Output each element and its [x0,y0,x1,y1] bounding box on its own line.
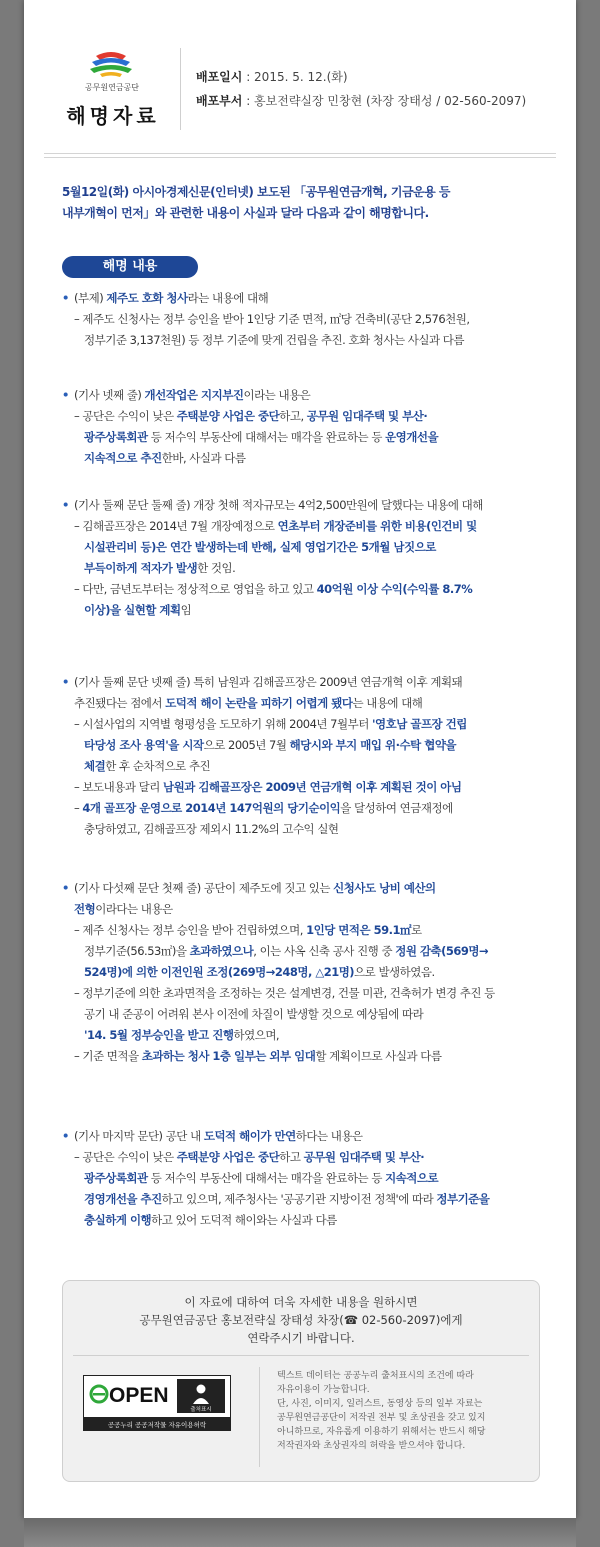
body-text: – 김해골프장은 2014년 7월 개장예정으로 [74,519,278,533]
page-bottom-strip [24,1518,576,1547]
body-text: 충당하였고, 김해골프장 제외시 11.2%의 고수익 실현 [84,822,339,836]
response-line [62,579,483,600]
open-type-text: 출처표시 [190,1407,212,1413]
body-text: (기사 둘째 문단 넷째 줄) 특히 남원과 김해골프장은 2009년 연금개혁 이후 계획돼 [74,675,463,689]
body-text: 으로 2005년 7월 [203,738,290,752]
body-text: (기사 다섯째 문단 첫째 줄) 공단이 제주도에 짓고 있는 [74,881,334,895]
response-line [62,558,483,579]
highlight-text: 지속적으로 추진 [84,451,162,465]
release-date-value: : 2015. 5. 12.(화) [242,70,348,84]
body-text: (기사 둘째 문단 둘째 줄) 개장 첫해 적자규모는 4억2,500만원에 달했다는 내용에 대해 [74,498,483,512]
highlight-text: 경영개선을 추진 [84,1192,162,1206]
doc-type-title: 해명자료 [66,104,160,128]
org-name: 공무원연금공단 [84,83,140,92]
body-text: – 제주도 신청사는 정부 승인을 받아 1인당 기준 면적, ㎡당 건축비(공단 2,576천원, [74,312,470,326]
header-rule-bottom [44,157,556,158]
highlight-text: 정부기준을 [436,1192,490,1206]
response-line [62,941,495,962]
body-text: 임 [180,603,192,617]
license-line: 저작권자와 초상권자의 허락을 받으셔야 합니다. [277,1441,466,1451]
response-line [62,714,467,735]
highlight-text: 시설관리비 등)은 연간 발생하는데 반해, 실제 영업기간은 5개월 남짓으로 [84,540,436,554]
contact-line: 이 자료에 대하여 더욱 자세한 내용을 원하시면 [184,1295,418,1309]
release-date-label: 배포일시 [196,70,243,84]
attribution-person-icon [197,1385,206,1394]
body-text: 하다는 내용은 [295,1129,363,1143]
open-logo-text: OPEN [109,1384,169,1407]
body-text: 하였으며, [233,1028,280,1042]
header-rule-top [44,153,556,154]
response-line [62,1147,489,1168]
response-line [62,693,467,714]
claim-line [62,385,438,406]
body-text: (기사 넷째 줄) [74,388,145,402]
intro-paragraph [62,182,542,224]
response-line [62,1168,489,1189]
license-line: 공무원연금공단이 저작권 전부 및 초상권을 갖고 있지 [277,1413,486,1423]
clarification-item [62,288,470,351]
response-line [62,983,495,1004]
highlight-text: '영호남 골프장 건립 [371,717,467,731]
release-date [196,68,348,85]
license-line: 단, 사진, 이미지, 일러스트, 동영상 등의 일부 자료는 [277,1399,483,1409]
highlight-text: 제주도 호화 청사 [106,291,188,305]
body-text: 라는 내용에 대해 [187,291,269,305]
highlight-text: '14. 5월 정부승인을 받고 진행 [84,1028,234,1042]
body-text: (기사 마지막 문단) 공단 내 [74,1129,204,1143]
body-text: 하고 있어 도덕적 해이와는 사실과 다름 [151,1213,337,1227]
highlight-text: 1인당 면적은 59.1㎡ [306,923,412,937]
response-line [62,735,467,756]
response-line [62,309,470,330]
highlight-text: 도덕적 해이가 만연 [203,1129,296,1143]
highlight-text: 주택분양 사업은 중단 [176,409,280,423]
body-text: 정부기준 3,137천원) 등 정부 기준에 맞게 건립을 추진. 호화 청사는 사실과 다름 [84,333,464,347]
response-line [62,1004,495,1025]
highlight-text: 이상)을 실현할 계획 [84,603,181,617]
body-text: (부제) [74,291,107,305]
body-text: – 제주 신청사는 정부 승인을 받아 건립하였으며, [74,923,307,937]
response-line [62,330,470,351]
response-line [62,1025,495,1046]
response-line [62,1046,495,1067]
highlight-text: 신청사도 낭비 예산의 [333,881,436,895]
response-line [62,962,495,983]
highlight-text: 초과하였으나 [189,944,254,958]
agency-logo-icon [86,50,136,78]
response-line [62,1210,489,1231]
license-line: 텍스트 데이터는 공공누리 출처표시의 조건에 따라 [277,1371,474,1381]
highlight-text: 부득이하게 적자가 발생 [84,561,198,575]
highlight-text: 해당시와 부지 매입 위·수탁 협약을 [289,738,457,752]
response-line [62,819,467,840]
header [24,30,576,140]
body-text: 한바, 사실과 다름 [161,451,246,465]
response-line [62,756,467,777]
highlight-text: 초과하는 청사 1층 일부는 외부 임대 [141,1049,316,1063]
license-text [277,1369,533,1453]
release-dept [196,92,526,109]
claim-line [62,288,470,309]
response-line [62,537,483,558]
response-line [62,920,495,941]
clarification-item [62,1126,489,1231]
response-line [62,600,483,621]
highlight-text: 4개 골프장 운영으로 2014년 147억원의 당기순이익 [82,801,341,815]
body-text: – 다만, 금년도부터는 정상적으로 영업을 하고 있고 [74,582,317,596]
highlight-text: 40억원 이상 수익(수익률 8.7% [316,582,473,596]
highlight-text: 지속적으로 [385,1171,439,1185]
body-text: 로 [411,923,422,937]
contact-separator [73,1355,529,1356]
intro-line: 내부개혁이 먼저」와 관련한 내용이 사실과 달라 다음과 같이 해명합니다. [62,206,429,220]
body-text: – 공단은 수익이 낮은 [74,409,177,423]
section-title-pill: 해명 내용 [62,256,198,278]
body-text: 으로 발생하였음. [354,965,435,979]
body-text: – 정부기준에 의한 초과면적을 조정하는 것은 설계변경, 건물 미관, 건축허가 변경 추진 등 [74,986,495,1000]
body-text: 하고, [279,409,307,423]
clarification-item [62,672,467,840]
highlight-text: 충실하게 이행 [84,1213,152,1227]
body-text: – 보도내용과 달리 [74,780,163,794]
response-line [62,1189,489,1210]
claim-line [62,495,483,516]
response-line [62,406,438,427]
body-text: 정부기준(56.53㎡)을 [84,944,190,958]
highlight-text: 정원 감축(569명→ [395,944,489,958]
release-dept-value: : 홍보전략실장 민창현 (차장 장태성 / 02-560-2097) [242,94,527,108]
body-text: 하고 [279,1150,304,1164]
body-text: 을 달성하여 연금재정에 [340,801,453,815]
highlight-text: 운영개선을 [385,430,439,444]
claim-line [62,878,495,899]
highlight-text: 연초부터 개장준비를 위한 비용(인건비 및 [277,519,477,533]
body-text: 한 후 순차적으로 추진 [105,759,211,773]
response-line [62,798,467,819]
highlight-text: 남원과 김해골프장은 2009년 연금개혁 이후 계획된 것이 아님 [162,780,462,794]
release-dept-label: 배포부서 [196,94,243,108]
license-line: 아니하므로, 자유롭게 이용하기 위해서는 반드시 해당 [277,1427,486,1437]
highlight-text: 타당성 조사 용역'을 시작 [84,738,204,752]
contact-text [63,1293,539,1347]
license-separator [259,1367,260,1467]
clarification-item [62,385,438,469]
claim-line [62,672,467,693]
body-text: 는 내용에 대해 [352,696,423,710]
response-line [62,427,438,448]
contact-line: 연락주시기 바랍니다. [247,1331,355,1345]
body-text: 공기 내 준공이 어려워 본사 이전에 차질이 발생할 것으로 예상됨에 따라 [84,1007,424,1021]
contact-box [62,1280,540,1482]
highlight-text: 공무원 임대주택 및 부산· [306,409,428,423]
highlight-text: 공무원 임대주택 및 부산· [303,1150,425,1164]
contact-line: 공무원연금공단 홍보전략실 장태성 차장(☎ 02-560-2097)에게 [139,1313,463,1327]
body-text: 등 저수익 부동산에 대해서는 매각을 완료하는 등 [147,1171,386,1185]
press-release-frame [24,0,576,1518]
body-text: – 공단은 수익이 낮은 [74,1150,177,1164]
response-line [62,777,467,798]
body-text: 추진됐다는 점에서 [74,696,166,710]
response-line [62,516,483,537]
body-text: 한 것임. [197,561,236,575]
body-text: 등 저수익 부동산에 대해서는 매각을 완료하는 등 [147,430,386,444]
highlight-text: 전형 [74,902,96,916]
clarification-item [62,495,483,621]
header-divider [180,48,181,130]
body-text: – 기준 면적을 [74,1049,142,1063]
highlight-text: 체결 [84,759,106,773]
body-text: 이라는 내용은 [243,388,311,402]
highlight-text: 광주상록회관 [84,1171,148,1185]
intro-line: 5월12일(화) 아시아경제신문(인터넷) 보도된 「공무원연금개혁, 기금운용 등 [62,185,451,199]
kogl-open-badge [83,1375,231,1431]
body-text: 하고 있으며, 제주청사는 '공공기관 지방이전 정책'에 따라 [161,1192,437,1206]
highlight-text: 도덕적 해이 논란을 피하기 어렵게 됐다 [165,696,353,710]
body-text: – [74,801,83,815]
body-text: 이라다는 내용은 [95,902,173,916]
license-line: 자유이용이 가능합니다. [277,1385,370,1395]
claim-line [62,1126,489,1147]
body-text: 할 계획이므로 사실과 다름 [315,1049,442,1063]
body-text: , 이는 사옥 신축 공사 진행 중 [253,944,396,958]
open-caption-text: 공공누리 공공저작물 자유이용허락 [107,1421,207,1429]
highlight-text: 광주상록회관 [84,430,148,444]
response-line [62,448,438,469]
highlight-text: 주택분양 사업은 중단 [176,1150,280,1164]
response-line [62,899,495,920]
body-text: – 시설사업의 지역별 형평성을 도모하기 위해 2004년 7월부터 [74,717,372,731]
highlight-text: 524명)에 의한 이전인원 조정(269명→248명, △21명) [84,965,355,979]
clarification-item [62,878,495,1067]
highlight-text: 개선작업은 지지부진 [144,388,244,402]
